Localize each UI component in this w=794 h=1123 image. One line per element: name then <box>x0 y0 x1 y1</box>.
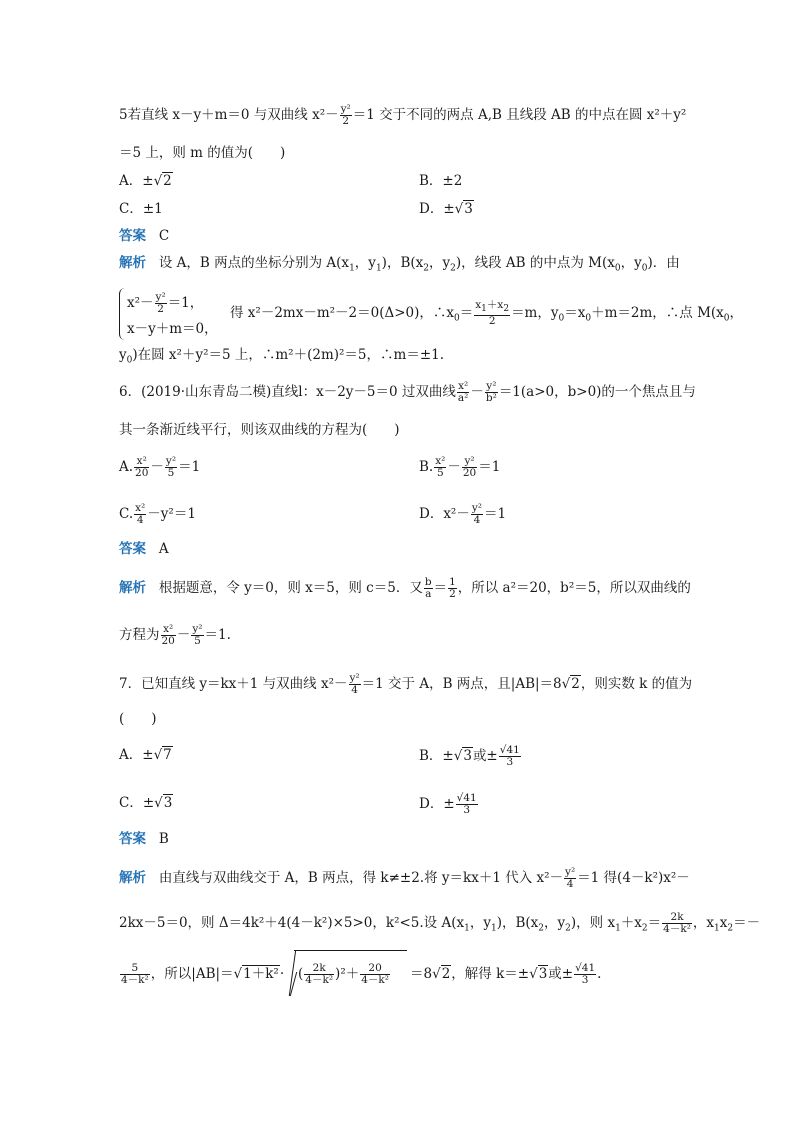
q6-answer-value: A <box>158 541 169 557</box>
system-brace <box>119 288 126 340</box>
q5-answer <box>119 226 169 246</box>
q7-answer <box>119 829 169 849</box>
answer-tag: 答案 <box>119 541 146 557</box>
q6-stem-line1: 6．(2019·山东青岛二模)直线l：x－2y－5＝0 过双曲线 $\frac{\text{x²}}{\text{a²}}$ － $\frac{\text{y²}}{\text{b²}}$ ＝1(a>0，b>0)的一个焦点且与 <box>119 380 696 404</box>
q7-option-a[interactable]: A．±√7 <box>119 747 172 763</box>
q6-option-a[interactable]: A. $\frac{\text{x²}}{20}$ － $\frac{\text{y²}}{5}$ ＝1 <box>119 455 201 479</box>
q7-explain-line3-tail: ＝8√2，解得 k＝±√3或± $\frac{√41}{3}$ . <box>410 962 602 986</box>
q5-fraction: $\frac{\text{y²}}{2}$ <box>340 103 351 127</box>
q5-stem-line2: ＝5 上，则 m 的值为( ) <box>119 145 286 161</box>
q5-system-eq1: x²－ $\frac{\text{y²}}{2}$ ＝1， <box>127 291 204 315</box>
q5-stem-part-a: 5若直线 x－y＋m＝0 与双曲线 x²－ <box>119 107 339 123</box>
q5-option-b[interactable]: B．±2 <box>419 173 463 189</box>
q7-stem-line1: 7．已知直线 y＝kx＋1 与双曲线 x²－ $\frac{\text{y²}}{4}$ ＝1 交于 A，B 两点，且|AB|＝8√2，则实数 k 的值为 <box>119 672 693 696</box>
q5-option-a[interactable]: A．±√2 <box>119 173 172 189</box>
q5-stem-line1 <box>119 104 686 127</box>
q7-answer-value: B <box>158 831 169 847</box>
q7-option-b[interactable]: B．±√3或± $\frac{√41}{3}$ <box>419 744 520 768</box>
explain-tag: 解析 <box>119 870 146 886</box>
q7-explain-line3: $\frac{5}{\text{4－k²}}$ ，所以|AB|＝√1＋k²· <box>121 962 285 986</box>
q6-explain-line1: 解析 根据题意，令 y＝0，则 x＝5，则 c＝5．又 $\frac{b}{a}$ ＝ $\frac{1}{2}$ ，所以 a²＝20，b²＝5，所以双曲线的 <box>119 576 691 600</box>
explain-tag: 解析 <box>119 255 146 271</box>
q7-stem-line2: ( ) <box>119 711 157 727</box>
q6-option-b[interactable]: B. $\frac{\text{x²}}{5}$ － $\frac{\text{y²}}{20}$ ＝1 <box>419 455 501 479</box>
q7-option-c[interactable]: C．±√3 <box>119 795 173 811</box>
q5-option-d[interactable]: D．±√3 <box>419 201 473 217</box>
answer-tag: 答案 <box>119 831 146 847</box>
q6-option-d[interactable]: D．x²－ $\frac{\text{y²}}{4}$ ＝1 <box>419 502 507 526</box>
explain-tag: 解析 <box>119 580 146 596</box>
q7-explain-line2: 2kx－5＝0，则 Δ＝4k²＋4(4－k²)×5>0，k²<5.设 $A(x_1$，$y_1$)，$B(x_2$，$y_2$)，则 $x_1+x_2=$ $\frac{2k}{\text{4－k²}}$ ，$x_1x_2=-$ <box>119 911 761 935</box>
q7-explain-line1: 解析 由直线与双曲线交于 A，B 两点，得 k≠±2.将 y＝kx＋1 代入 x²－ $\frac{\text{y²}}{4}$ ＝1 得(4－k²)x²－ <box>119 866 690 890</box>
q6-explain-line2: 方程为 $\frac{\text{x²}}{20}$ － $\frac{\text{y²}}{5}$ ＝1. <box>119 623 231 647</box>
q7-radicand: ( $\frac{2k}{\text{4－k²}}$ )²＋ $\frac{20}{\text{4－k²}}$ <box>298 962 389 986</box>
q6-option-c[interactable]: C. $\frac{\text{x²}}{4}$ －y²＝1 <box>119 502 196 526</box>
q5-system-eq2: x－y＋m＝0， <box>127 321 218 337</box>
q5-explain-line2: 得 x²－2mx－m²－2＝0(Δ>0)，$\therefore x_0=$ $\frac{x_1+x_2}{2}$ ＝m，$y_0=x_0+m=2m$，∴点 $M(x_0$， <box>230 299 744 328</box>
q5-option-c[interactable]: C．±1 <box>119 201 163 217</box>
q5-stem-part-b: ＝1 交于不同的两点 A,B 且线段 AB 的中点在圆 x²＋y² <box>352 107 687 123</box>
q6-answer <box>119 539 169 559</box>
q5-answer-value: C <box>158 228 170 244</box>
q5-explain-line1: 解析 设 A，B 两点的坐标分别为 $A(x_1$，$y_1$)，$B(x_2$，$y_2$)，线段 AB 的中点为 $M(x_0$，$y_0$)．由 <box>119 255 680 274</box>
q7-option-d[interactable]: D．± $\frac{√41}{3}$ <box>419 792 477 816</box>
answer-tag: 答案 <box>119 228 146 244</box>
q5-explain-line3: $y_0$)在圆 x²＋y²＝5 上，∴m²＋(2m)²＝5，∴m＝±1. <box>119 347 445 366</box>
q6-stem-line2: 其一条渐近线平行，则该双曲线的方程为( ) <box>119 422 400 438</box>
